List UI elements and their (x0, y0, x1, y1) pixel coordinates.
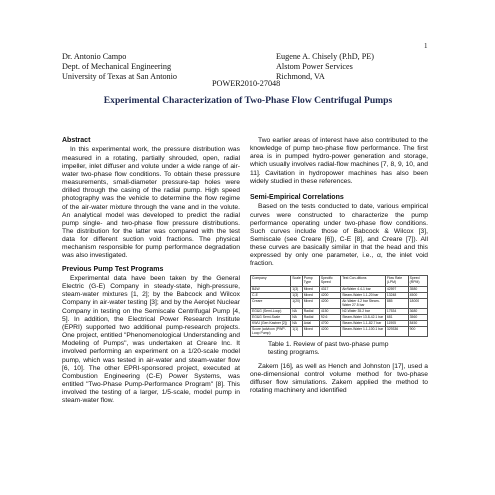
table-cell: EG&G (Semi-Loop) (251, 308, 291, 314)
table-cell: Mixed (302, 326, 319, 336)
table-cell: Air/Water 4.4-1 bar (341, 286, 386, 292)
table-cell: Creare (251, 298, 291, 308)
page-number: 1 (424, 42, 428, 50)
table-cell: B&W (251, 286, 291, 292)
author-location: Richmond, VA (276, 72, 325, 81)
previous-programs-text: Experimental data have been taken by the General Electric (G-E) Company in steady-state, high-pressure, steam-water mixtures [1, 2]; by the Babcock and Wilcox Company in air-water testing [3]; and by the Aerojet Nuclear Company in testing on the Semiscale Centrifugal Pump [4, 5]. In addition, the Electrical Power Research Institute (EPRI) supported two additional pump-research projects. One project, entitled "Phenomenological Understanding and Modeling of Pumps", was undertaken at Creare Inc. It involved performing an experiment on a 1/20-scale model pump, which was tested in air-water and steam-water flow [6, 10]. The other EPRI-sponsored project, executed at Combustion Engineering (C-E) Power Systems, was entitled "Two-Phase Pump-Performance Program" [8]. This involved the testing of a larger, 1/5-scale, model pump in steam-water flow. (62, 275, 240, 405)
report-id: POWER2010-27048 (212, 79, 281, 88)
table-cell: 18000 (408, 298, 427, 308)
table-cell: 4317 (319, 286, 340, 292)
table-cell: 3560 (408, 314, 427, 320)
right-column (250, 137, 428, 396)
review-table (250, 275, 428, 337)
table-cell: 3680 (408, 308, 427, 314)
table-cell: 1(3) (291, 286, 302, 292)
paper-title: Experimental Characterization of Two-Phase Flow Centrifugal Pumps (103, 95, 393, 106)
author-department: Dept. of Mechanical Engineering (62, 62, 172, 71)
table-header-cell: Specific Speed (319, 275, 340, 286)
table-cell: C-E (251, 292, 291, 298)
table-cell: 885 (385, 298, 408, 308)
table-cell: 1(3) (291, 292, 302, 298)
table-header-cell: Test Con-ditions (341, 275, 386, 286)
table-cell: Air-Water 4.2 bar Steam-Water 27.5 bar (341, 298, 386, 308)
table-cell: Mixed (302, 292, 319, 298)
author-name: Eugene A. Chisely (P.hD, PE) (276, 52, 375, 61)
table-header-cell: Pump Type (302, 275, 319, 286)
table-header-cell: Company (251, 275, 291, 286)
table-cell: Steam-Water 13.8-42.1 bar (341, 314, 386, 320)
semi-empirical-text: Based on the tests conducted to date, various empirical curves were constructed to characterize the pump performance operating under two-phase flow conditions. Such curves include those of Babcock & Wilcox [3], Semiscale (see Creare [6]), C-E [8], and Creare [7]). All these curves are basically similar in that the head and this expressed by only one parameter, i.e., α, the inlet void fraction. (250, 203, 428, 268)
table-header-cell: Flow Rate (LPM) (385, 275, 408, 286)
table-cell: 11905 (385, 320, 408, 326)
table-cell: Steam-Water 1.1-82.7 bar (341, 320, 386, 326)
table-cell: 92.6 (319, 314, 340, 320)
closing-text: Zakem [16], as well as Hench and Johnston [17], used a one-dimensional control volume method for two-phase diffuser flow simulations. Zakem applied the method to rotating machinery and identified (250, 362, 428, 395)
author-name: Dr. Antonio Campo (62, 52, 127, 61)
table-header-row (251, 275, 428, 286)
table-cell: Score (advIcon (PWP-Loop Pump) (251, 326, 291, 336)
table-cell: Mixed (302, 286, 319, 292)
table-cell: 900 (408, 326, 427, 336)
table-cell: Radial (302, 308, 319, 314)
table-cell: 4700 (319, 320, 340, 326)
table-caption: Table 1. Review of past two-phase pump testing programs. (268, 340, 389, 356)
table-cell: Radial (302, 314, 319, 320)
table-row (251, 298, 428, 308)
table-cell: 42597 (385, 286, 408, 292)
table-header-cell: Speed (RPM) (408, 275, 427, 286)
table-cell: 17534 (385, 308, 408, 314)
table-header-cell: Scale (291, 275, 302, 286)
semi-empirical-heading: Semi-Empirical Correlations (250, 193, 344, 201)
author-left (62, 52, 262, 82)
table-cell: 4200 (319, 298, 340, 308)
table-cell: NA (291, 320, 302, 326)
author-company: Alstom Power Services (276, 62, 353, 71)
table-cell: 13248 (385, 292, 408, 298)
table-cell: 681 (385, 314, 408, 320)
table-row (251, 326, 428, 336)
table-cell: 8450 (408, 320, 427, 326)
table-cell: Steam-Water 1.1-100.1 bar (341, 326, 386, 336)
table-cell: Mixed (302, 298, 319, 308)
table-cell: 3580 (408, 286, 427, 292)
table-cell: Steam-Water 1.1-20 bar (341, 292, 386, 298)
table-cell: EG&G Semi-Scale (251, 314, 291, 320)
table-cell: N2-Water 35.2 bar (341, 308, 386, 314)
table-cell: 4200 (319, 292, 340, 298)
table-cell: 4150 (319, 308, 340, 314)
table-cell: KWU (Gen Kastner [2]) (251, 320, 291, 326)
abstract-heading: Abstract (62, 137, 91, 144)
intro-text: Two earlier areas of interest have also contributed to the knowledge of pump two-phase flow performance. The first area is in pumped hydro-power generation and storage, which usually involves radial-flow machines [7, 8, 9, 10, and 11]. Cavitation in hydropower machines has also been widely studied in these references. (250, 137, 428, 185)
table-cell: Axial (302, 320, 319, 326)
previous-programs-heading: Previous Pump Test Programs (62, 265, 164, 273)
author-right (276, 52, 466, 82)
table-cell: 4200 (319, 326, 340, 336)
table-cell: NA (291, 308, 302, 314)
table-cell: 329336 (385, 326, 408, 336)
table-cell: 1(1) (291, 326, 302, 336)
author-affiliation: University of Texas at San Antonio (62, 72, 178, 81)
abstract-text: In this experimental work, the pressure distribution was measured in a rotating, partially shrouded, open, radial impeller, inlet diffuser and volute under a wide range of air-water two-phase flow conditions. To obtain these pressure measurements, small-diameter pressure-tap holes were drilled through the casing of the radial pump. High speed photography was the vehicle to determine the flow regime of the air-water mixture through the vane and in the volute. An analytical model was developed to predict the radial pump single- and two-phase flow pressure distributions. The distribution for the latter was compared with the test data for different suction void fractions. The physical mechanism responsible for pump performance degradation was also investigated. (62, 146, 240, 260)
table-cell: NA (291, 314, 302, 320)
table-cell: 4500 (408, 292, 427, 298)
left-column (62, 137, 240, 406)
table-cell: 1(20) (291, 298, 302, 308)
